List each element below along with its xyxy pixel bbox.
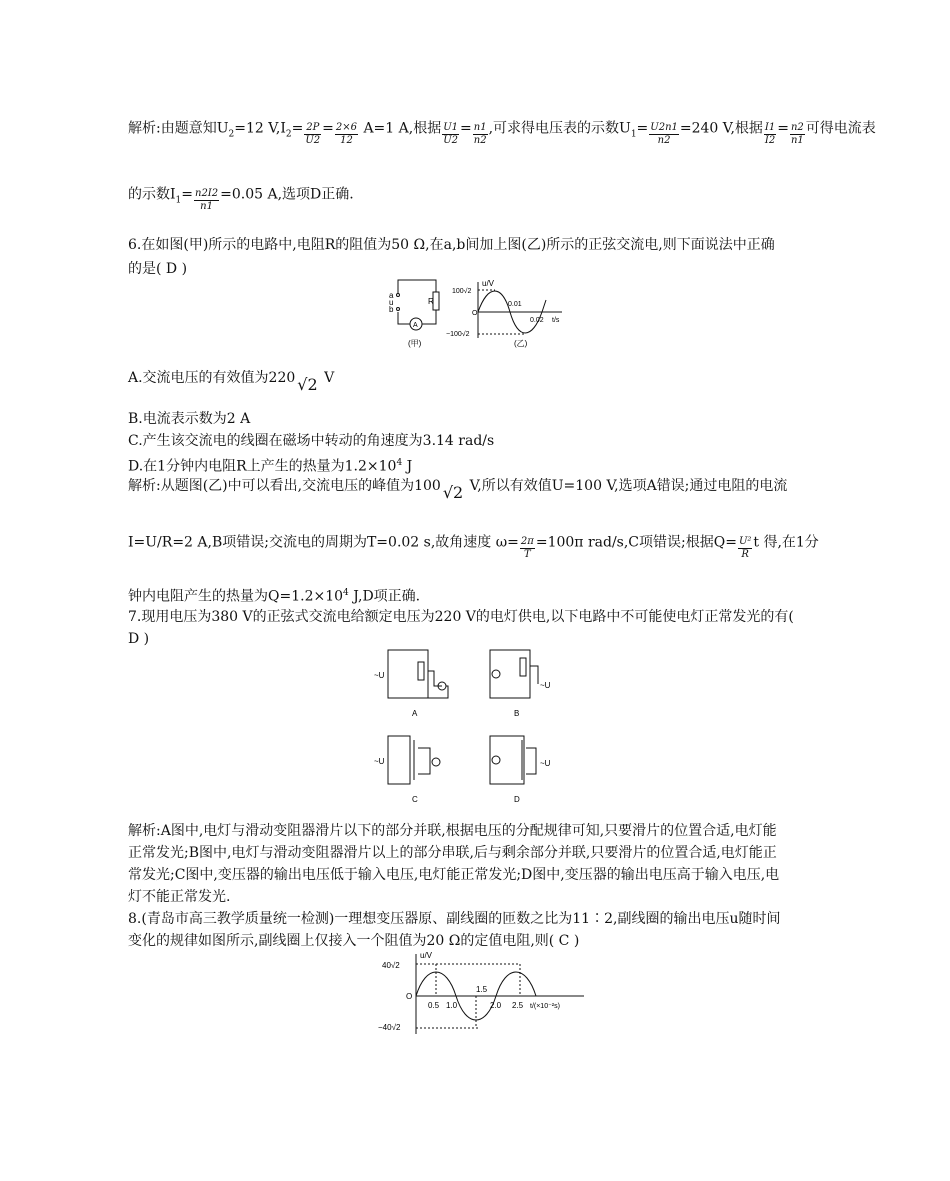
lamp-D [492,756,500,764]
denominator: I2 [764,135,776,146]
caption-jia: (甲) [408,339,422,348]
tick-05: 0.5 [428,1001,440,1010]
tick-20: 2.0 [490,1001,502,1010]
caption-C: C [412,795,418,804]
axis-u: u/V [482,279,495,288]
q6-option-D [128,454,412,476]
numerator: U1 [443,122,459,133]
rheostat-A [418,662,424,680]
label-u: u [389,298,394,307]
q5-analysis-line-1: 解析:由题意知$U_2=12$ $V,I_2=$ $\frac{2P}{U2}$ = $\frac{2\times 6}{12}$ A=1 A,根据 $\frac{U1}{U2}$ = $\frac{n1}{n2}$ ,可求得电压表的示数$U_1=$ $\frac{U2n1}{n2}$ =240 V,根据 $\frac{I1}{I2}$ = $\frac{n2}{n1}$ 可得电流表 [128,120,876,146]
q5-analysis-line-2: 的示数$I_1=$ $\frac{n2I2}{n1}$ =0.05 A,选项D正确. [128,186,354,212]
q8-figure-svg [372,950,592,1036]
fraction [790,122,805,147]
origin: O [406,992,413,1001]
numerator: n2 [790,122,804,133]
caption-A: A [412,709,418,718]
q6-option-B: B.电流表示数为2 A [128,411,251,427]
text: 解析:从题图(乙)中可以看出,交流电压的峰值为100 [128,478,441,494]
axis-u: u/V [420,951,433,960]
denominator: R [741,549,749,560]
fraction [738,536,752,561]
fraction [304,122,321,147]
fraction [649,122,679,147]
fraction [764,122,776,147]
text: A.交流电压的有效值为220 [128,370,296,386]
source-D: ~U [540,759,551,768]
denominator: n1 [200,201,213,212]
text: = [322,120,334,137]
wire [422,310,436,324]
resistor-R [433,292,439,310]
label-a: a [389,291,394,300]
fraction [442,122,459,147]
q7-figure [370,644,570,806]
q7-stem-line-2: D ) [128,631,150,647]
q6-option-A [128,368,335,394]
text: = [181,186,193,203]
numerator: n1 [473,122,487,133]
terminal-b [397,308,400,311]
text: =100π rad/s,C项错误;根据Q= [535,534,737,551]
caption-B: B [514,709,520,718]
text: = [777,120,789,137]
text: V,所以有效值U=100 V,选项A错误;通过电阻的电流 [465,478,788,494]
numerator: n2I2 [195,188,219,199]
tick-001: 0.01 [508,301,522,308]
text: A=1 A,根据 [359,120,442,137]
text: = [636,120,649,137]
q8-figure [372,950,592,1036]
denominator: U2 [443,135,459,146]
q7-analysis-line-4: 灯不能正常发光. [128,889,231,905]
denominator: 12 [340,135,353,146]
fraction [335,122,358,147]
text: =12 V,I [234,120,286,137]
label-A: A [413,322,418,329]
tick-pos: 40√2 [382,961,400,970]
q7-analysis-line-2: 正常发光;B图中,电灯与滑动变阻器滑片以上的部分串联,后与剩余部分并联,只要滑片的位置合适,电灯能正 [128,845,777,861]
text: = [460,120,472,137]
slider-wire-B [530,666,538,684]
text: 的示数I [128,186,176,203]
q8-stem-line-2: 变化的规律如图所示,副线圈上仅接入一个阻值为20 Ω的定值电阻,则( C ) [128,933,580,949]
text: V [319,370,335,386]
source-A: ~U [374,671,385,680]
secondary-C [418,748,430,774]
text: 钟内电阻产生的热量为Q=1.2×10 [128,588,344,605]
text: 可得电流表 [805,120,876,137]
q7-stem-line-1: 7.现用电压为380 V的正弦式交流电给额定电压为220 V的电灯供电,以下电路中不可能使电灯正常发光的有( [128,609,794,625]
q6-option-C: C.产生该交流电的线圈在磁场中转动的角速度为3.14 rad/s [128,433,495,449]
label-b: b [389,305,394,314]
caption-yi: (乙) [514,339,528,348]
denominator: n2 [473,135,487,146]
axis-t: t/(×10⁻²s) [530,1003,560,1010]
q6-analysis-line-2 [128,530,819,560]
tick-002: 0.02 [530,317,544,324]
tick-100: 100√2 [452,288,472,295]
tick-15: 1.5 [476,985,488,994]
superscript: 4 [343,588,349,598]
denominator: n2 [657,135,671,146]
denominator: T [524,549,531,560]
text: =240 V,根据 [679,120,763,137]
numerator: 2P [306,122,320,133]
tick-neg100: −100√2 [446,331,470,338]
text: = [291,120,304,137]
numerator: 2×6 [335,122,357,133]
axis-t: t/s [552,317,560,324]
q7-analysis-line-1: 解析:A图中,电灯与滑动变阻器滑片以下的部分并联,根据电压的分配规律可知,只要滑片的位置合适,电灯能 [128,823,777,839]
label-R: R [428,297,434,306]
tick-25: 2.5 [512,1001,524,1010]
lamp-B [492,670,500,678]
numerator: U2n1 [650,122,678,133]
origin: O [472,310,478,317]
numerator: U² [738,536,752,547]
q8-stem-line-1: 8.(青岛市高三教学质量统一检测)一理想变压器原、副线圈的匝数之比为11∶2,副线圈的输出电压u随时间 [128,911,781,927]
source-B: ~U [540,681,551,690]
tick-neg: −40√2 [378,1023,401,1032]
text: ,可求得电压表的示数U [488,120,631,137]
q7-analysis-line-3: 常发光;C图中,变压器的输出电压低于输入电压,电灯能正常发光;D图中,变压器的输出电压高于输入电压,电 [128,867,780,883]
secondary-D [526,748,536,774]
text: D.在1分钟内电阻R上产生的热量为1.2×10 [128,458,397,475]
rheostat-B [520,658,526,676]
q6-figure [380,278,580,350]
tick-10: 1.0 [446,1001,458,1010]
slider-wire-A [428,671,442,686]
source-C: ~U [374,757,385,766]
wire [398,312,410,324]
circuit-C-primary [388,736,410,784]
q6-figure-svg [380,278,580,350]
superscript: 4 [396,458,403,468]
text: J,D项正确. [348,588,421,605]
q6-analysis-line-1 [128,476,788,502]
text: =0.05 A,选项D正确. [220,186,354,203]
wire [398,280,402,294]
text: = [507,534,519,551]
numerator: I1 [764,122,776,133]
text: I=U/R=2 A,B项错误;交流电的周期为T=0.02 s,故角速度 ω [128,534,508,551]
sqrt2-symbol: √2 [297,375,318,394]
lamp-C [432,758,440,766]
terminal-a [397,294,400,297]
fraction [194,188,219,213]
numerator: 2π [520,536,534,547]
wire [402,280,436,292]
denominator: U2 [305,135,321,146]
text: J [402,458,413,475]
q7-figure-svg [370,644,570,806]
caption-D: D [514,795,520,804]
q6-stem-line-1: 6.在如图(甲)所示的电路中,电阻R的阻值为50 Ω,在a,b间加上图(乙)所示的正弦交流电,则下面说法中正确 [128,237,775,253]
denominator: n1 [790,135,804,146]
sqrt2-symbol: √2 [442,483,464,502]
text: t 得,在1分 [753,534,819,551]
q6-analysis-line-3 [128,584,420,606]
fraction [520,536,535,561]
q6-stem-line-2: 的是( D ) [128,261,188,277]
text: 解析:由题意知U [128,120,229,137]
fraction [473,122,488,147]
